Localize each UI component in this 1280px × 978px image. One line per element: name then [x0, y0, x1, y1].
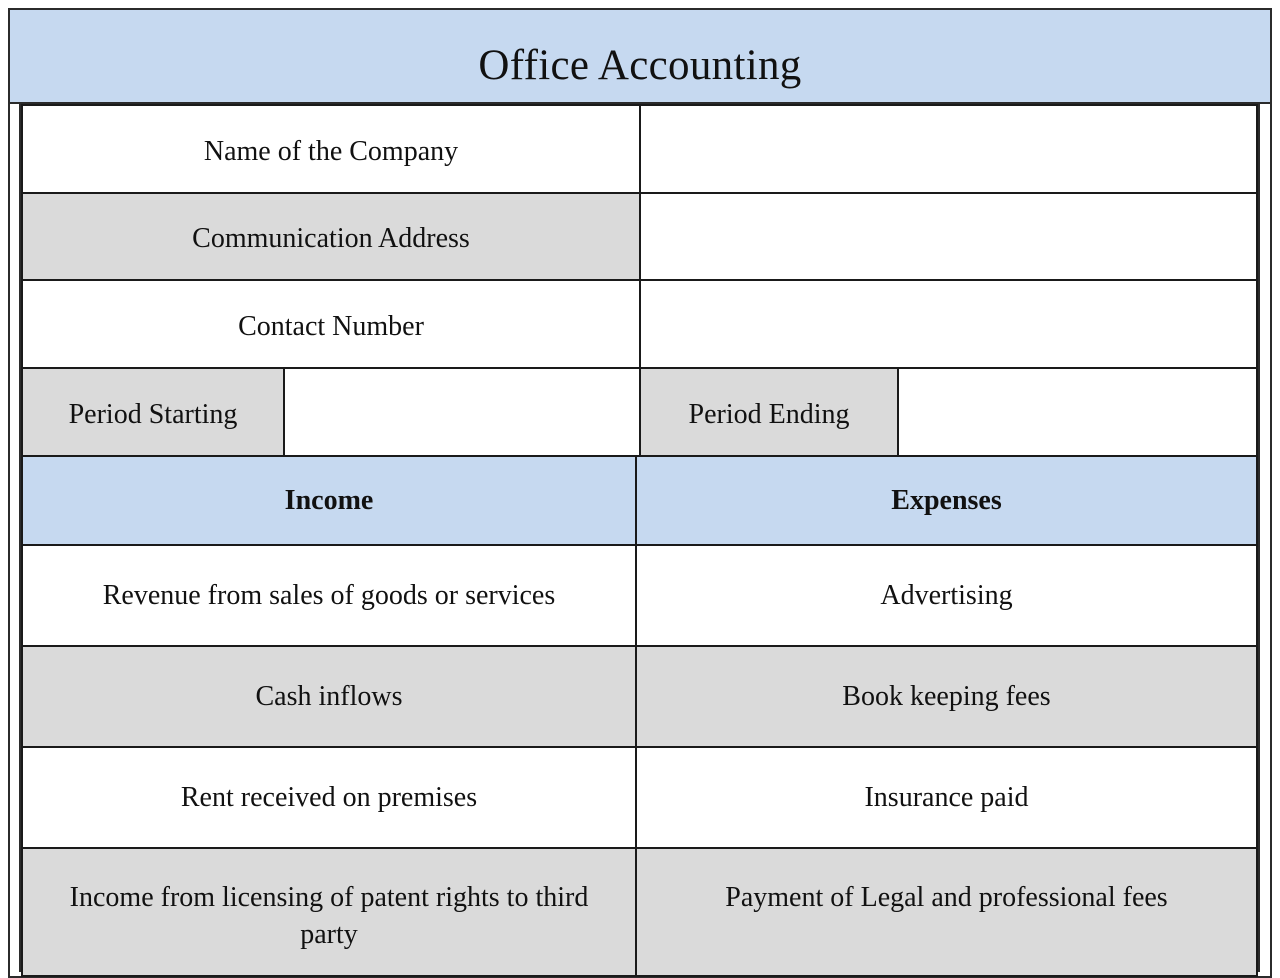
- expense-item: Advertising: [880, 580, 1013, 611]
- income-item: Rent received on premises: [180, 782, 478, 813]
- period-start-label: Period Starting: [68, 398, 238, 430]
- address-label: Communication Address: [192, 223, 470, 254]
- expense-row-2: [635, 645, 1258, 748]
- income-row-4: [21, 847, 637, 977]
- expenses-header: [635, 455, 1258, 546]
- expense-item: Insurance paid: [864, 782, 1029, 813]
- income-item: Revenue from sales of goods or services: [102, 580, 556, 611]
- expense-item: Payment of Legal and professional fees: [725, 882, 1168, 913]
- expenses-header-label: Expenses: [891, 485, 1002, 516]
- income-item: Income from licensing of patent rights to third party: [69, 882, 589, 950]
- expense-row-3: [635, 746, 1258, 849]
- income-item: Cash inflows: [255, 681, 403, 712]
- income-header-label: Income: [284, 485, 374, 516]
- contact-label: Contact Number: [238, 310, 424, 342]
- form-title: Office Accounting: [478, 41, 802, 89]
- income-row-3: [21, 746, 637, 849]
- contact-field[interactable]: [639, 279, 1258, 369]
- period-start-label-cell: [21, 367, 285, 457]
- period-end-label-cell: [639, 367, 899, 457]
- expense-row-4: [635, 847, 1258, 977]
- company-name-label-cell: [21, 104, 641, 194]
- form-title-bar: [8, 8, 1272, 104]
- period-start-field[interactable]: [283, 367, 641, 457]
- expense-item: Book keeping fees: [842, 681, 1051, 712]
- income-row-2: [21, 645, 637, 748]
- period-end-field[interactable]: [897, 367, 1258, 457]
- company-name-label: Name of the Company: [203, 135, 459, 167]
- company-name-field[interactable]: [639, 104, 1258, 194]
- address-label-cell: [21, 192, 641, 281]
- address-field[interactable]: [639, 192, 1258, 281]
- right-margin-line: [1258, 102, 1260, 972]
- income-row-1: [21, 544, 637, 647]
- period-end-label: Period Ending: [688, 398, 850, 430]
- income-header: [21, 455, 637, 546]
- expense-row-1: [635, 544, 1258, 647]
- contact-label-cell: [21, 279, 641, 369]
